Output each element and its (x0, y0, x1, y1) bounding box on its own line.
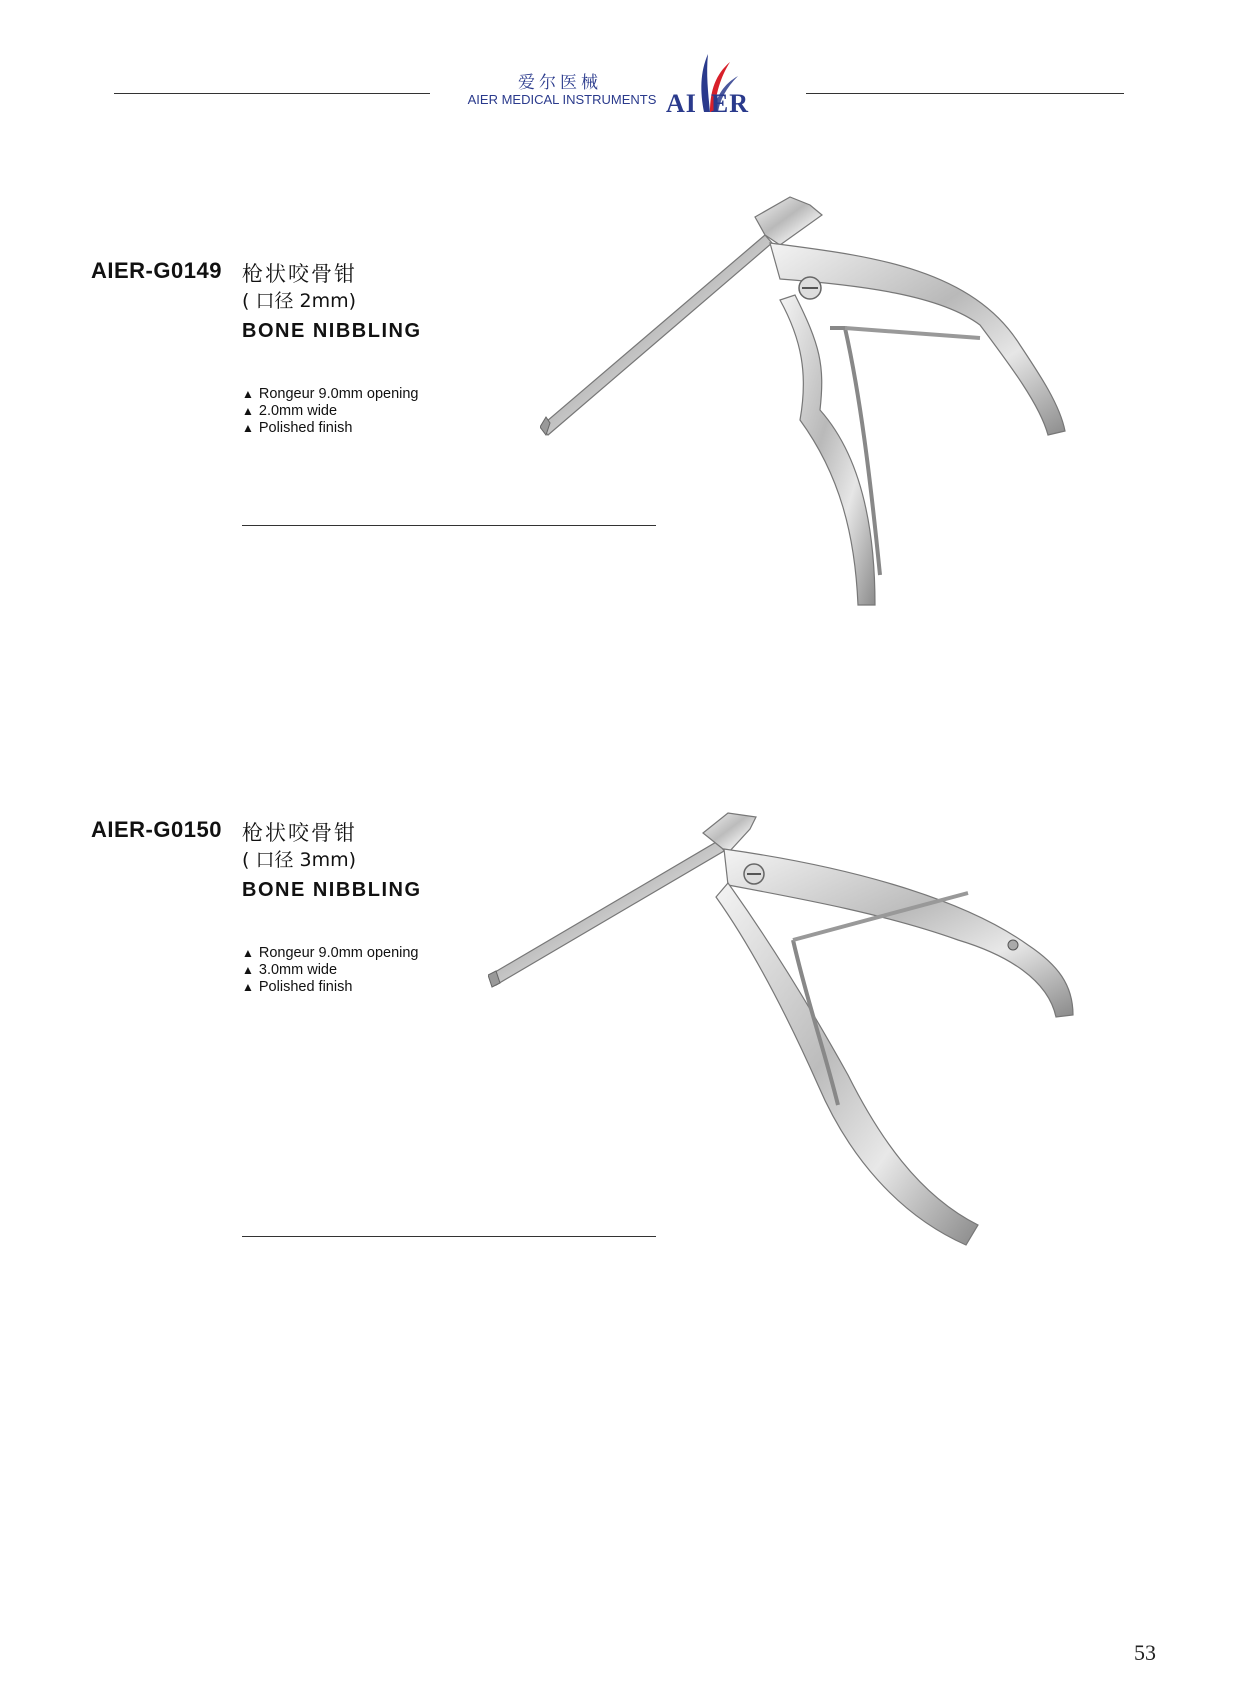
feature-list (242, 386, 419, 437)
logo-wordmark: AI ER (666, 89, 750, 118)
product-name-cn: 枪状咬骨钳 (242, 262, 357, 286)
product-code: AIER-G0150 (91, 817, 222, 842)
bone-nibbling-rongeur-image (488, 805, 1148, 1265)
product-name-cn: 枪状咬骨钳 (242, 821, 357, 845)
page-number: 53 (1134, 1640, 1156, 1665)
feature-item: ▲ Polished finish (242, 420, 419, 437)
company-name-en: AIER MEDICAL INSTRUMENTS (467, 92, 657, 107)
feature-item: ▲ 2.0mm wide (242, 403, 419, 420)
feature-item: ▲ Polished finish (242, 979, 419, 996)
feature-item: ▲ 3.0mm wide (242, 962, 419, 979)
header-rule-left (114, 93, 430, 94)
product-code: AIER-G0149 (91, 258, 222, 283)
product-spec-cn: ( 口径 2mm) (242, 290, 357, 312)
aier-logo (664, 52, 764, 122)
feature-item: ▲ Rongeur 9.0mm opening (242, 386, 419, 403)
product-name-en: BONE NIBBLING (242, 320, 422, 342)
feature-item: ▲ Rongeur 9.0mm opening (242, 945, 419, 962)
bone-nibbling-rongeur-image (540, 195, 1150, 645)
product-name-en: BONE NIBBLING (242, 879, 422, 901)
company-name-cn: 爱尔医械 (518, 73, 602, 93)
product-spec-cn: ( 口径 3mm) (242, 849, 357, 871)
header-rule-right (806, 93, 1124, 94)
feature-list (242, 945, 419, 996)
